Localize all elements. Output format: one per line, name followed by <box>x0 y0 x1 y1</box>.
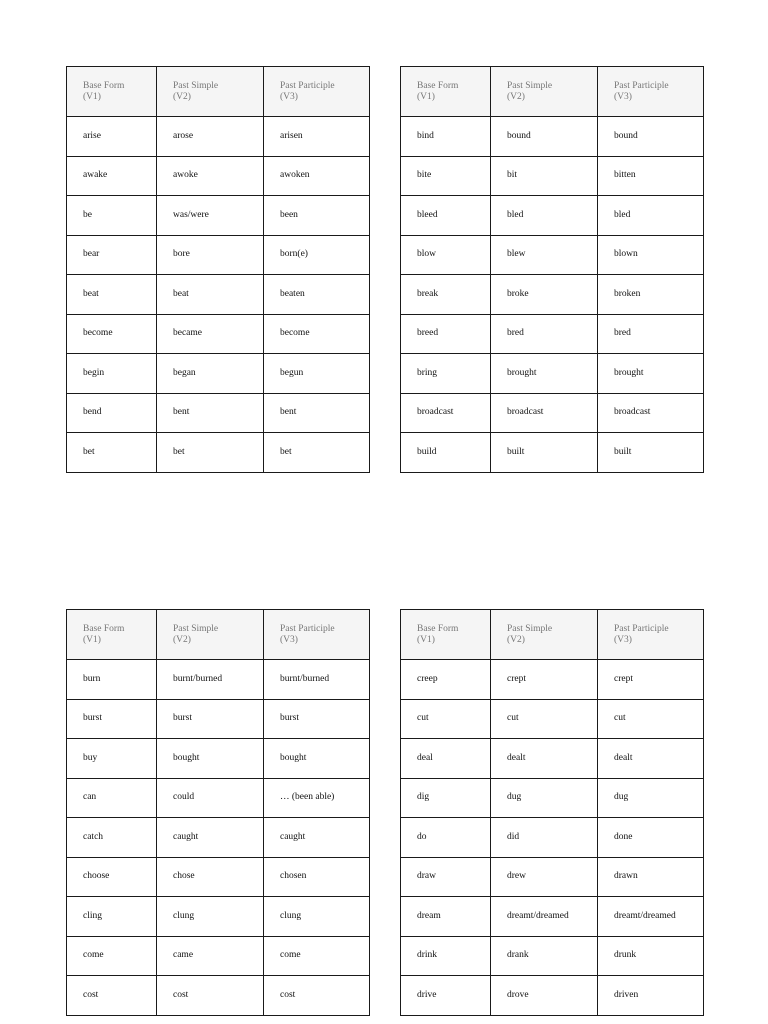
cell-past-simple: caught <box>157 818 264 858</box>
cell-past-simple: drank <box>491 936 598 976</box>
cell-past-participle: clung <box>264 897 370 937</box>
cell-past-simple: bent <box>157 393 264 433</box>
table-row <box>401 433 704 473</box>
cell-base-form: bear <box>67 235 157 275</box>
header-row <box>401 610 704 660</box>
cell-base-form: bet <box>67 433 157 473</box>
table-row <box>401 393 704 433</box>
column-header-sublabel: (V1) <box>83 634 101 645</box>
cell-past-participle: drunk <box>598 936 704 976</box>
cell-past-simple: built <box>491 433 598 473</box>
column-header-past-simple <box>157 610 264 660</box>
column-header-base-form <box>67 610 157 660</box>
column-header-label: Past Participle <box>614 80 669 91</box>
cell-base-form: burst <box>67 699 157 739</box>
table-row <box>401 196 704 236</box>
table-row <box>401 660 704 700</box>
cell-past-simple: clung <box>157 897 264 937</box>
table-row <box>401 354 704 394</box>
cell-past-participle: driven <box>598 976 704 1016</box>
cell-past-participle: arisen <box>264 117 370 157</box>
cell-past-participle: become <box>264 314 370 354</box>
cell-base-form: burn <box>67 660 157 700</box>
cell-past-simple: bound <box>491 117 598 157</box>
table-row <box>67 818 370 858</box>
column-header-label: Base Form <box>417 623 459 634</box>
column-header-sublabel: (V3) <box>614 634 632 645</box>
cell-base-form: come <box>67 936 157 976</box>
cell-past-participle: blown <box>598 235 704 275</box>
cell-base-form: bind <box>401 117 491 157</box>
cell-base-form: be <box>67 196 157 236</box>
cell-past-participle: begun <box>264 354 370 394</box>
column-header-past-simple <box>491 610 598 660</box>
cell-past-participle: burnt/burned <box>264 660 370 700</box>
table-row <box>67 117 370 157</box>
table-row <box>67 314 370 354</box>
column-header-past-participle <box>598 610 704 660</box>
table-row <box>67 660 370 700</box>
column-header-label: Base Form <box>83 80 125 91</box>
column-header-label: Past Participle <box>280 623 335 634</box>
cell-past-participle: … (been able) <box>264 778 370 818</box>
cell-past-simple: arose <box>157 117 264 157</box>
cell-past-simple: bought <box>157 739 264 779</box>
table-row <box>67 196 370 236</box>
column-header-past-participle <box>264 610 370 660</box>
column-header-label: Past Participle <box>614 623 669 634</box>
column-header-sublabel: (V2) <box>507 91 525 102</box>
cell-past-participle: chosen <box>264 857 370 897</box>
cell-past-simple: chose <box>157 857 264 897</box>
column-header-sublabel: (V3) <box>614 91 632 102</box>
cell-past-simple: dealt <box>491 739 598 779</box>
cell-past-simple: broadcast <box>491 393 598 433</box>
verb-table-3 <box>66 609 370 1016</box>
table-row <box>67 936 370 976</box>
table-row <box>67 275 370 315</box>
table-row <box>401 275 704 315</box>
cell-past-simple: could <box>157 778 264 818</box>
cell-past-participle: broken <box>598 275 704 315</box>
cell-base-form: broadcast <box>401 393 491 433</box>
column-header-past-participle <box>598 67 704 117</box>
cell-base-form: do <box>401 818 491 858</box>
cell-past-participle: brought <box>598 354 704 394</box>
cell-base-form: draw <box>401 857 491 897</box>
cell-past-simple: bore <box>157 235 264 275</box>
cell-base-form: beat <box>67 275 157 315</box>
table-row <box>401 976 704 1016</box>
table-row <box>401 857 704 897</box>
column-header-label: Base Form <box>417 80 459 91</box>
table-row <box>67 235 370 275</box>
cell-base-form: drive <box>401 976 491 1016</box>
cell-past-simple: was/were <box>157 196 264 236</box>
cell-past-participle: born(e) <box>264 235 370 275</box>
table-row <box>401 739 704 779</box>
cell-past-simple: came <box>157 936 264 976</box>
cell-base-form: dream <box>401 897 491 937</box>
table-row <box>67 897 370 937</box>
cell-past-participle: bent <box>264 393 370 433</box>
cell-past-participle: crept <box>598 660 704 700</box>
cell-past-participle: awoken <box>264 156 370 196</box>
cell-base-form: cling <box>67 897 157 937</box>
cell-base-form: cut <box>401 699 491 739</box>
table-row <box>67 739 370 779</box>
cell-base-form: dig <box>401 778 491 818</box>
column-header-label: Base Form <box>83 623 125 634</box>
cell-base-form: bleed <box>401 196 491 236</box>
cell-past-simple: cost <box>157 976 264 1016</box>
cell-base-form: creep <box>401 660 491 700</box>
cell-base-form: bend <box>67 393 157 433</box>
cell-base-form: blow <box>401 235 491 275</box>
cell-past-simple: began <box>157 354 264 394</box>
column-header-base-form <box>401 67 491 117</box>
cell-base-form: build <box>401 433 491 473</box>
column-header-sublabel: (V1) <box>417 634 435 645</box>
cell-base-form: breed <box>401 314 491 354</box>
table-row <box>401 936 704 976</box>
cell-base-form: become <box>67 314 157 354</box>
cell-past-participle: built <box>598 433 704 473</box>
header-row <box>401 67 704 117</box>
column-header-label: Past Simple <box>173 623 219 634</box>
column-header-sublabel: (V2) <box>173 91 191 102</box>
cell-base-form: bring <box>401 354 491 394</box>
cell-past-participle: cut <box>598 699 704 739</box>
column-header-sublabel: (V3) <box>280 634 298 645</box>
table-row <box>401 778 704 818</box>
verb-table-2 <box>400 66 704 473</box>
cell-base-form: awake <box>67 156 157 196</box>
column-header-past-participle <box>264 67 370 117</box>
table-row <box>401 818 704 858</box>
table-row <box>67 778 370 818</box>
cell-base-form: choose <box>67 857 157 897</box>
cell-base-form: can <box>67 778 157 818</box>
cell-past-simple: drew <box>491 857 598 897</box>
verb-table-1 <box>66 66 370 473</box>
column-header-sublabel: (V2) <box>507 634 525 645</box>
cell-past-participle: bound <box>598 117 704 157</box>
column-header-past-simple <box>157 67 264 117</box>
cell-past-participle: done <box>598 818 704 858</box>
cell-past-participle: beaten <box>264 275 370 315</box>
table-row <box>67 354 370 394</box>
cell-past-participle: dug <box>598 778 704 818</box>
column-header-label: Past Participle <box>280 80 335 91</box>
header-row <box>67 67 370 117</box>
column-header-sublabel: (V1) <box>417 91 435 102</box>
cell-past-participle: been <box>264 196 370 236</box>
table-row <box>67 393 370 433</box>
table-row <box>67 976 370 1016</box>
cell-past-simple: burnt/burned <box>157 660 264 700</box>
cell-past-participle: bought <box>264 739 370 779</box>
cell-past-simple: cut <box>491 699 598 739</box>
cell-past-participle: bred <box>598 314 704 354</box>
cell-past-participle: caught <box>264 818 370 858</box>
cell-past-simple: dug <box>491 778 598 818</box>
cell-past-participle: bitten <box>598 156 704 196</box>
column-header-sublabel: (V3) <box>280 91 298 102</box>
cell-base-form: deal <box>401 739 491 779</box>
table-row <box>67 156 370 196</box>
column-header-base-form <box>401 610 491 660</box>
cell-base-form: arise <box>67 117 157 157</box>
cell-past-simple: became <box>157 314 264 354</box>
table-row <box>401 235 704 275</box>
cell-past-participle: bled <box>598 196 704 236</box>
cell-past-participle: cost <box>264 976 370 1016</box>
cell-past-participle: dealt <box>598 739 704 779</box>
column-header-sublabel: (V1) <box>83 91 101 102</box>
cell-past-simple: bled <box>491 196 598 236</box>
table-row <box>401 156 704 196</box>
cell-past-simple: broke <box>491 275 598 315</box>
table-row <box>401 699 704 739</box>
cell-past-simple: dreamt/dreamed <box>491 897 598 937</box>
cell-base-form: buy <box>67 739 157 779</box>
table-row <box>67 857 370 897</box>
cell-base-form: begin <box>67 354 157 394</box>
verb-table-4 <box>400 609 704 1016</box>
cell-past-participle: bet <box>264 433 370 473</box>
cell-past-simple: bred <box>491 314 598 354</box>
cell-past-participle: burst <box>264 699 370 739</box>
cell-past-simple: awoke <box>157 156 264 196</box>
column-header-sublabel: (V2) <box>173 634 191 645</box>
table-row <box>401 897 704 937</box>
cell-base-form: break <box>401 275 491 315</box>
table-row <box>401 314 704 354</box>
column-header-label: Past Simple <box>173 80 219 91</box>
column-header-label: Past Simple <box>507 80 553 91</box>
cell-past-simple: drove <box>491 976 598 1016</box>
cell-past-simple: bit <box>491 156 598 196</box>
cell-past-participle: dreamt/dreamed <box>598 897 704 937</box>
cell-past-simple: blew <box>491 235 598 275</box>
cell-base-form: bite <box>401 156 491 196</box>
cell-past-simple: brought <box>491 354 598 394</box>
cell-past-participle: come <box>264 936 370 976</box>
cell-past-simple: beat <box>157 275 264 315</box>
cell-base-form: cost <box>67 976 157 1016</box>
cell-past-simple: burst <box>157 699 264 739</box>
cell-past-simple: bet <box>157 433 264 473</box>
cell-past-simple: crept <box>491 660 598 700</box>
cell-past-participle: broadcast <box>598 393 704 433</box>
column-header-base-form <box>67 67 157 117</box>
table-row <box>67 433 370 473</box>
table-row <box>67 699 370 739</box>
cell-base-form: catch <box>67 818 157 858</box>
column-header-past-simple <box>491 67 598 117</box>
column-header-label: Past Simple <box>507 623 553 634</box>
header-row <box>67 610 370 660</box>
table-row <box>401 117 704 157</box>
cell-past-participle: drawn <box>598 857 704 897</box>
cell-base-form: drink <box>401 936 491 976</box>
cell-past-simple: did <box>491 818 598 858</box>
